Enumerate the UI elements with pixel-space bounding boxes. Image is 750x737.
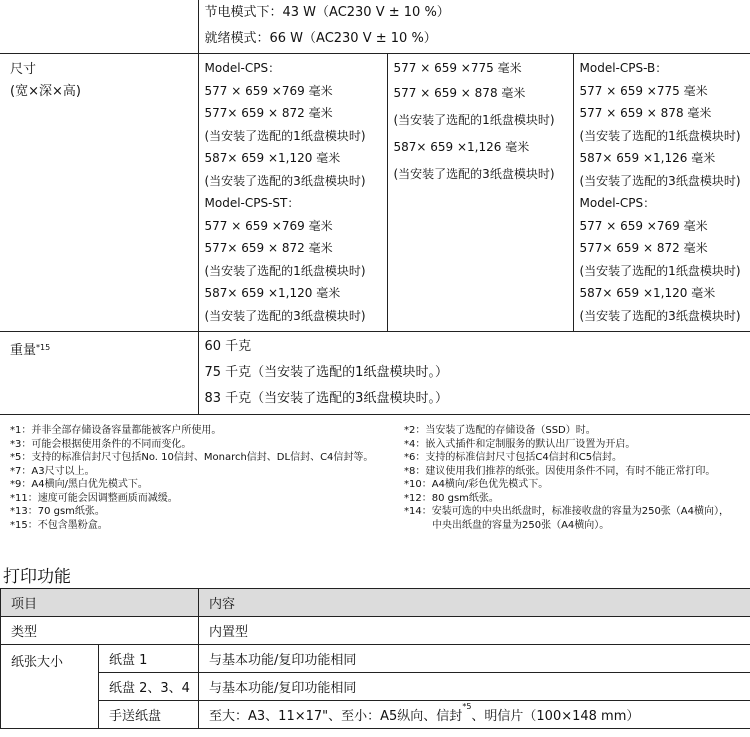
footnote: *13：70 gsm纸张。 [10,506,105,517]
tray-value [199,701,750,729]
dimensions-sublabel: (宽×深×高) [10,84,81,99]
dim-line: 587× 659 ×1,126 毫米 [579,151,716,165]
footnote: *9：A4横向/黑白优先模式下。 [10,479,148,490]
type-value: 内置型 [199,617,750,645]
dim-line: (当安装了选配的1纸盘模块时) [204,263,366,278]
footnote: *5：支持的标准信封尺寸包括No. 10信封、Monarch信封、DL信封、C4信封等。 [10,452,374,463]
dim-line: (当安装了选配的1纸盘模块时) [204,128,366,143]
dim-line: 587× 659 ×1,126 毫米 [393,139,530,154]
table-row [1,701,750,729]
type-label: 类型 [1,617,199,645]
footnote: *1：并非全部存储设备容量都能被客户所使用。 [10,425,222,436]
footnote: *6：支持的标准信封尺寸包括C4信封和C5信封。 [404,452,623,463]
footnote: *4：嵌入式插件和定制服务的默认出厂设置为开启。 [404,438,636,450]
dimensions-col-1 [198,54,387,332]
dim-line: (当安装了选配的3纸盘模块时) [579,173,741,188]
dim-line: 577 × 659 ×775 毫米 [579,83,708,98]
dim-line: Model-CPS-ST： [204,196,300,210]
dim-line: 587× 659 ×1,120 毫米 [204,286,341,300]
dimensions-col-3 [573,54,750,332]
footnotes-left [10,424,373,532]
footnote-ref: *5 [462,702,472,711]
dim-line: Model-CPS： [204,61,281,75]
footnote: *2：当安装了选配的存储设备（SSD）时。 [404,425,596,436]
weight-footnote-ref: *15 [36,343,51,352]
power-line: 就绪模式：66 W（AC230 V ± 10 %） [204,31,437,46]
dim-line: 587× 659 ×1,120 毫米 [204,151,341,165]
tray-value: 与基本功能/复印功能相同 [199,645,750,673]
section-heading: 打印功能 [3,567,71,587]
weight-value-cell [198,332,750,415]
footnote: *8：建议使用我们推荐的纸张。因使用条件不同，有时不能正常打印。 [404,465,716,477]
footnote: *14：安装可选的中央出纸盘时，标准接收盘的容量为250张（A4横向）， [404,506,730,517]
dim-line: (当安装了选配的3纸盘模块时) [579,308,741,323]
tray-value-main: 至大：A3、11×17"、至小：A5纵向、信封 [209,709,463,724]
dim-line: Model-CPS-B： [579,61,668,75]
dim-line: (当安装了选配的1纸盘模块时) [579,263,741,278]
weight-line: 75 千克（当安装了选配的1纸盘模块时。） [204,365,448,380]
dim-line: (当安装了选配的3纸盘模块时) [204,308,366,323]
power-line: 节电模式下：43 W（AC230 V ± 10 %） [204,5,450,20]
dim-line: Model-CPS： [579,196,656,210]
footnote: *7：A3尺寸以上。 [10,465,95,477]
tray-name: 手送纸盘 [99,701,199,729]
footnote-continuation: 中央出纸盘的容量为250张（A4横向）。 [432,519,610,531]
tray-name: 纸盘 1 [99,645,199,673]
dim-line: 587× 659 ×1,120 毫米 [579,286,716,300]
footnotes-right [404,424,729,532]
dimensions-label-cell [0,54,198,332]
footnote: *10：A4横向/彩色优先模式下。 [404,479,549,490]
print-function-table [0,588,750,729]
dimensions-col-2 [387,54,573,332]
tray-name: 纸盘 2、3、4 [99,673,199,701]
table-row [1,673,750,701]
dim-line: 577× 659 × 872 毫米 [204,106,333,120]
header-item: 项目 [1,589,199,617]
dim-line: 577× 659 × 872 毫米 [579,241,708,255]
table-row [1,617,750,645]
header-content: 内容 [199,589,750,617]
footnote: *11：速度可能会因调整画质而减缓。 [10,492,178,504]
dim-line: 577 × 659 ×769 毫米 [579,218,708,233]
footnote: *12：80 gsm纸张。 [404,492,499,504]
dim-line: 577× 659 × 872 毫米 [204,241,333,255]
power-row [0,0,750,54]
table-row [1,645,750,673]
weight-label-cell [0,332,198,415]
footnote: *15：不包含墨粉盒。 [10,519,108,531]
weight-row [0,332,750,415]
dim-line: (当安装了选配的3纸盘模块时) [393,166,555,181]
dim-line: 577 × 659 × 878 毫米 [579,106,712,120]
dim-line: 577 × 659 ×769 毫米 [204,83,333,98]
dim-line: 577 × 659 ×775 毫米 [393,61,522,75]
tray-value: 与基本功能/复印功能相同 [199,673,750,701]
dim-line: 577 × 659 ×769 毫米 [204,218,333,233]
dimensions-label: 尺寸 [10,62,37,77]
power-value-cell [198,0,750,54]
dim-line: (当安装了选配的1纸盘模块时) [579,128,741,143]
paper-size-label: 纸张大小 [1,645,99,729]
dim-line: (当安装了选配的3纸盘模块时) [204,173,366,188]
footnote: *3：可能会根据使用条件的不同而变化。 [10,438,192,450]
table-header-row [1,589,750,617]
power-label-cell [0,0,198,54]
weight-line: 83 千克（当安装了选配的3纸盘模块时。） [204,391,448,406]
dimensions-row [0,54,750,332]
dim-line: (当安装了选配的1纸盘模块时) [393,112,555,127]
weight-line: 60 千克 [204,339,252,354]
dim-line: 577 × 659 × 878 毫米 [393,85,526,100]
tray-value-tail: 、明信片（100×148 mm） [471,709,640,724]
weight-label: 重量 [10,343,37,358]
